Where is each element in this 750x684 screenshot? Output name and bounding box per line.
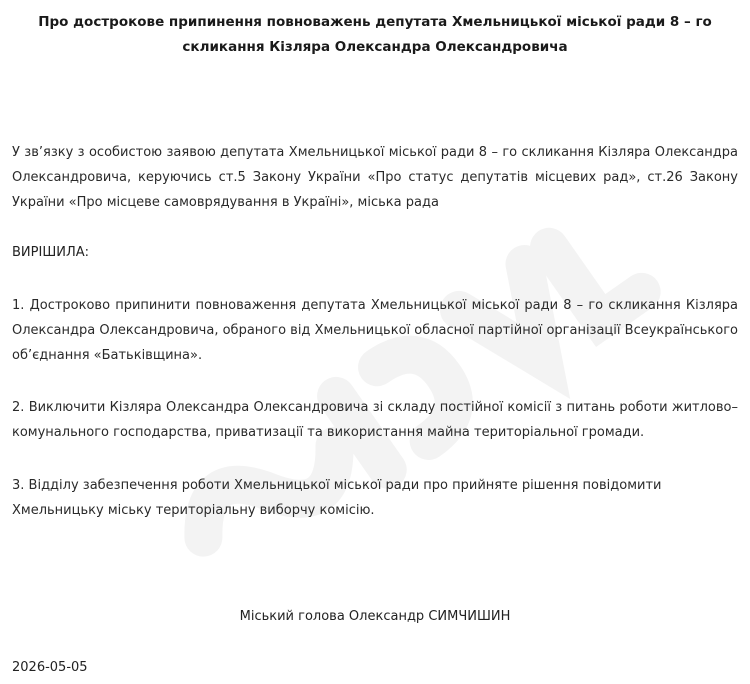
preamble-paragraph: У зв’язку з особистою заявою депутата Хмельницької міської ради 8 – го скликання Кізляра Олександра Олександровича, керуючись ст.5 Закону України «Про статус депутатів місцевих рад», ст.26 Закону України «Про місцеве самоврядування в Україні», міська рада bbox=[12, 145, 738, 210]
decision-heading: ВИРІШИЛА: bbox=[12, 245, 89, 260]
document-title: Про дострокове припинення повноважень депутата Хмельницької міської ради 8 – го скликання Кізляра Олександра Олександровича bbox=[38, 14, 712, 55]
document-date: 2026-05-05 bbox=[12, 660, 88, 675]
decision-item-1: 1. Достроково припинити повноваження депутата Хмельницької міської ради 8 – го скликання Кізляра Олександра Олександровича, обраного від Хмельницької обласної партійної організації Всеукраїнського об’єднання «Батьківщина». bbox=[12, 298, 738, 363]
decision-item-2: 2. Виключити Кізляра Олександра Олександровича зі складу постійної комісії з питань роботи житлово–комунального господарства, приватизації та використання майна територіальної громади. bbox=[12, 400, 738, 440]
signature-line: Міський голова Олександр СИМЧИШИН bbox=[239, 609, 511, 624]
decision-item-3: 3. Відділу забезпечення роботи Хмельницької міської ради про прийняте рішення повідомити Хмельницьку міську територіальну виборчу комісію. bbox=[12, 478, 662, 518]
